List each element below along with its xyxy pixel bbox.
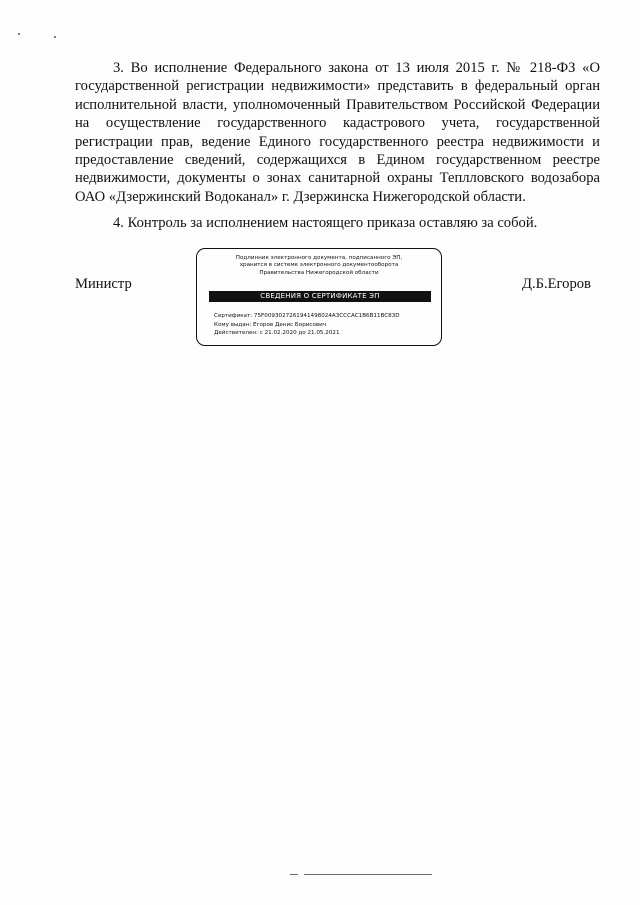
scan-speck: [54, 36, 56, 38]
scan-speck: [18, 33, 20, 35]
stamp-note: [205, 255, 433, 277]
paragraph-3: 3. Во исполнение Федерального закона от 13 июля 2015 г. № 218-ФЗ «О государственной регистрации недвижимости» представить в федеральный орган исполнительной власти, уполномоченный Правительством Российской Федерации на осуществление государственного кадастрового учета, государственной регистрации прав, ведение Единого государственного реестра недвижимости и предоставление сведений, содержащихся в Едином государственном реестре недвижимости, документы о зонах санитарной охраны Теплловского водозабора ОАО «Дзержинский Водоканал» г. Дзержинска Нижегородской области.: [75, 60, 600, 205]
stamp-note-line: Подлинник электронного документа, подписанного ЭП,: [235, 255, 403, 261]
footer-rule: [304, 874, 432, 875]
footer-rule: [290, 874, 298, 875]
certificate-owner: Кому выдан: Егоров Денис Борисович: [214, 321, 327, 328]
signatory-name: Д.Б.Егоров: [522, 276, 591, 292]
certificate-details: [214, 312, 435, 338]
stamp-header: СВЕДЕНИЯ О СЕРТИФИКАТЕ ЭП: [209, 291, 431, 302]
certificate-number: Сертификат: 75F0093027261941498024A3CCCAC1B6B11BC83D: [214, 313, 400, 319]
paragraph-4: 4. Контроль за исполнением настоящего приказа оставляю за собой.: [113, 215, 538, 231]
stamp-note-line: хранится в системе электронного документооборота: [239, 262, 399, 269]
certificate-validity: Действителен: с 21.02.2020 до 21.05.2021: [214, 330, 340, 337]
electronic-signature-stamp: [196, 248, 442, 346]
stamp-note-line: Правительства Нижегородской области: [259, 269, 379, 276]
signatory-role: Министр: [75, 276, 132, 292]
